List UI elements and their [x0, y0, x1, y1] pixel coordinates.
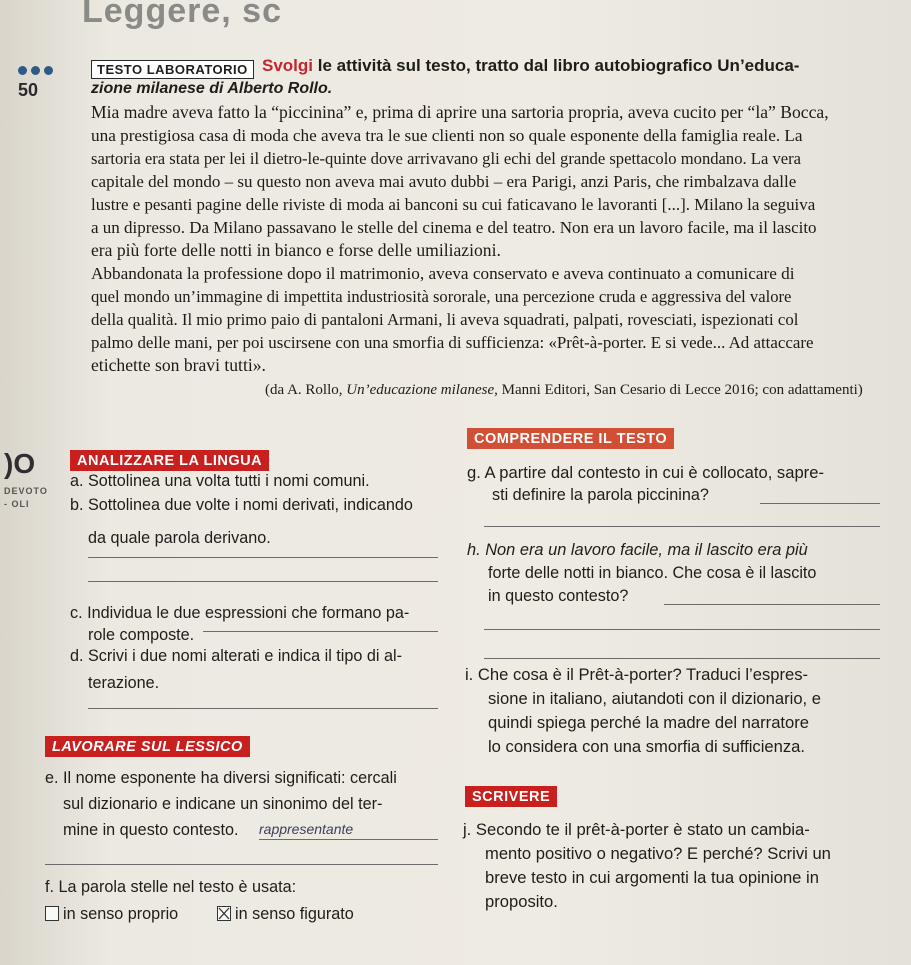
question-f: f. La parola stelle nel testo è usata:	[45, 878, 297, 896]
passage-line: sartoria era stata per lei il dietro-le-quinte dove arrivavano gli echi del grande spettacolo mondano. La vera	[91, 149, 802, 168]
option-literal[interactable]	[45, 903, 178, 925]
question-h-cont: in questo contesto?	[488, 587, 629, 605]
margin-label	[4, 485, 48, 511]
option-figurative[interactable]	[217, 903, 354, 925]
question-h: h. Non era un lavoro facile, ma il lascito era più	[467, 541, 808, 559]
answer-line[interactable]	[45, 864, 438, 865]
question-i: i. Che cosa è il Prêt-à-porter? Traduci l’espres-	[465, 665, 809, 684]
question-e: e. Il nome esponente ha diversi significati: cercali	[45, 769, 397, 787]
title-highlight: Svolgi	[262, 56, 314, 75]
question-c-cont: role composte.	[88, 626, 195, 644]
answer-line[interactable]	[203, 631, 438, 632]
question-e-cont: mine in questo contesto.	[63, 821, 239, 839]
dot-icon	[44, 66, 53, 75]
dot-icon	[31, 66, 40, 75]
passage-line: palmo delle mani, per poi uscirsene con una smorfia di sufficienza: «Prêt-à-porter. E si vede... Ad attaccare	[91, 333, 814, 352]
checkbox[interactable]	[45, 906, 59, 921]
answer-line[interactable]	[664, 604, 880, 605]
question-g: g. A partire dal contesto in cui è collocato, sapre-	[467, 463, 824, 482]
passage-line: era più forte delle notti in bianco e forse delle umiliazioni.	[91, 240, 501, 260]
option-literal-label: in senso proprio	[63, 905, 179, 923]
question-b-cont: da quale parola derivano.	[88, 529, 271, 547]
margin-label-1: DEVOTO	[4, 486, 48, 496]
answer-line[interactable]	[259, 839, 438, 840]
question-d: d. Scrivi i due nomi alterati e indica il tipo di al-	[70, 647, 402, 665]
question-c: c. Individua le due espressioni che formano pa-	[70, 604, 410, 622]
passage-line: una prestigiosa casa di moda che aveva tra le sue clienti non so quale esponente della famiglia reale. La	[91, 126, 803, 145]
passage-line: della qualità. Il mio primo paio di pantaloni Armani, li aveva squadrati, palpati, rovesciati, ispezionati col	[91, 310, 799, 329]
title-rest: le attività sul testo, tratto dal libro autobiografico Un’educa-	[313, 56, 800, 75]
answer-line[interactable]	[760, 503, 880, 504]
answer-line[interactable]	[484, 629, 880, 630]
passage-line: capitale del mondo – su questo non aveva mai avuto dubbi – era Parigi, anzi Paris, che rimbalzava dalle	[91, 172, 797, 191]
page-marker-dots	[18, 66, 53, 75]
running-title: Leggere, sc	[82, 0, 282, 30]
answer-line[interactable]	[88, 557, 438, 558]
passage-line: a un dipresso. Da Milano passavano le stelle del cinema e del teatro. Non era un lavoro facile, ma il lascito	[91, 218, 817, 237]
checkbox-checked[interactable]	[217, 906, 231, 921]
question-i-cont: quindi spiega perché la madre del narratore	[488, 713, 810, 732]
section-heading-lessico: LAVORARE SUL LESSICO	[45, 736, 250, 757]
question-j-cont: breve testo in cui argomenti la tua opinione in	[485, 868, 819, 887]
lab-badge: TESTO LABORATORIO	[91, 60, 254, 79]
question-e-cont: sul dizionario e indicane un sinonimo del ter-	[63, 795, 383, 813]
section-heading-analizzare: ANALIZZARE LA LINGUA	[70, 450, 269, 471]
source-before: (da A. Rollo,	[265, 382, 347, 398]
answer-line[interactable]	[88, 708, 438, 709]
passage-line: etichette son bravi tutti».	[91, 355, 266, 375]
exercise-title	[262, 56, 799, 76]
check-mark-icon	[218, 907, 230, 920]
exercise-subtitle: zione milanese di Alberto Rollo.	[91, 80, 333, 97]
handwritten-answer: rappresentante	[259, 821, 354, 837]
option-figurative-label: in senso figurato	[235, 905, 354, 923]
question-d-cont: terazione.	[88, 674, 160, 692]
question-g-cont: sti definire la parola piccinina?	[492, 486, 709, 504]
source-book-title: Un’educazione milanese	[346, 382, 495, 398]
answer-line[interactable]	[484, 658, 880, 659]
question-a: a. Sottolinea una volta tutti i nomi comuni.	[70, 472, 370, 490]
passage-line: Mia madre aveva fatto la “piccinina” e, prima di aprire una sartoria propria, aveva cucito per “la” Bocca,	[91, 102, 829, 122]
passage-line: Abbandonata la professione dopo il matrimonio, aveva conservato e aveva continuato a comunicare di	[91, 264, 795, 283]
section-heading-scrivere: SCRIVERE	[465, 786, 557, 807]
question-h-cont: forte delle notti in bianco. Che cosa è il lascito	[488, 564, 817, 582]
question-b: b. Sottolinea due volte i nomi derivati, indicando	[70, 496, 413, 514]
question-i-cont: lo considera con una smorfia di sufficienza.	[488, 737, 805, 756]
page-number: 50	[18, 80, 39, 100]
margin-mark: )O	[4, 448, 36, 479]
margin-label-2: - OLI	[4, 499, 30, 509]
source-citation	[265, 382, 863, 399]
question-j-cont: mento positivo o negativo? E perché? Scrivi un	[485, 844, 831, 863]
section-heading-comprendere: COMPRENDERE IL TESTO	[467, 428, 674, 449]
dot-icon	[18, 66, 27, 75]
question-j-cont: proposito.	[485, 892, 558, 911]
answer-line[interactable]	[88, 581, 438, 582]
question-j: j. Secondo te il prêt-à-porter è stato un cambia-	[463, 820, 810, 839]
passage-line: lustre e pesanti pagine delle riviste di moda ai banconi su cui faticavano le lavoranti [...]. Milano la seguiva	[91, 195, 816, 214]
source-after: , Manni Editori, San Cesario di Lecce 2016; con adattamenti)	[494, 382, 863, 398]
question-i-cont: sione in italiano, aiutandoti con il dizionario, e	[488, 689, 822, 708]
passage-line: quel mondo un’immagine di impettita industriosità sororale, una percezione cruda e aggressiva del valore	[91, 287, 792, 306]
answer-line[interactable]	[484, 526, 880, 527]
